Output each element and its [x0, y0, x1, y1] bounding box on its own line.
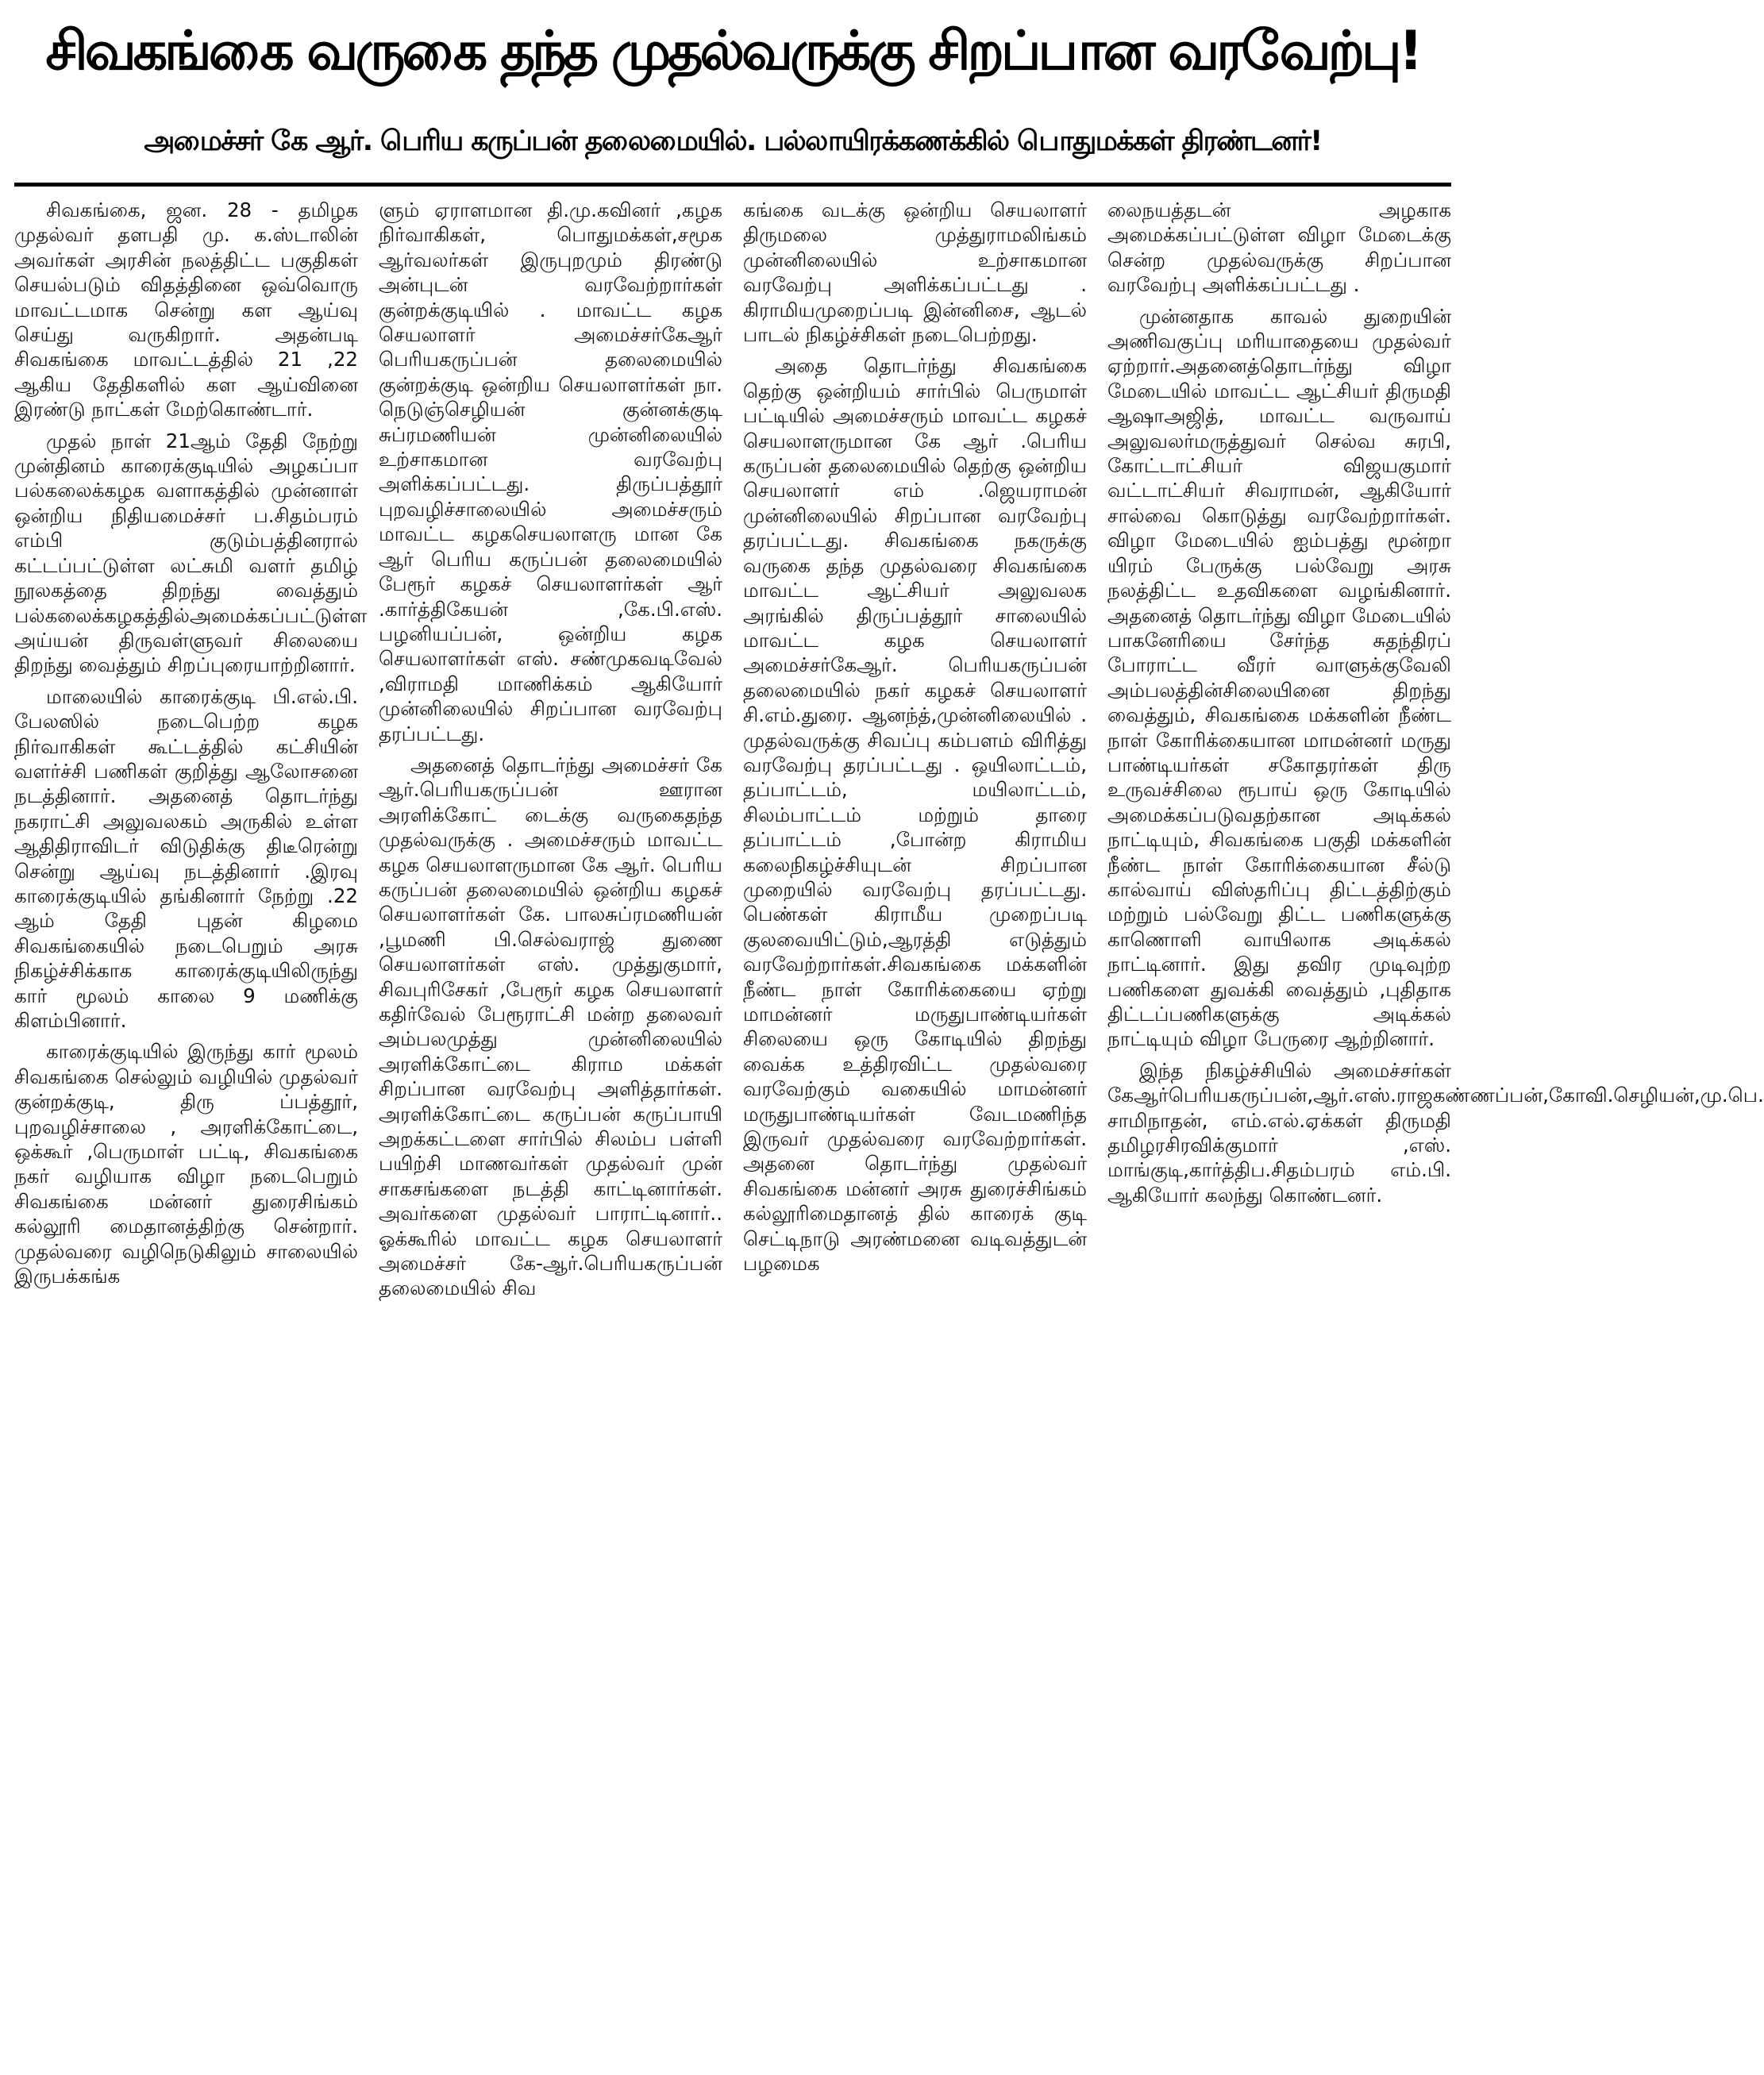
- article-paragraph: மாலையில் காரைக்குடி பி.எல்.பி. பேலஸில் நடைபெற்ற கழக நிர்வாகிகள் கூட்டத்தில் கட்சியின் வளர்ச்சி பணிகள் குறித்து ஆலோசனை நடத்தினார். அதனைத் தொடர்ந்து நகராட்சி அலுவலகம் அருகில் உள்ள ஆதிதிராவிடர் விடுதிக்கு திடீரென்று சென்று ஆய்வு நடத்தினார் .இரவு காரைக்குடியில் தங்கினார் நேற்று .22 ஆம் தேதி புதன் கிழமை சிவகங்கையில் நடைபெறும் அரசு நிகழ்ச்சிக்காக காரைக்குடியிலிருந்து கார் மூலம் காலை 9 மணிக்கு கிளம்பினார்.: [14, 684, 358, 1032]
- article-paragraph: அதனைத் தொடர்ந்து அமைச்சர் கே ஆர்.பெரியகருப்பன் ஊரான அரளிக்கோட் டைக்கு வருகைதந்த முதல்வருக்கு . அமைச்சரும் மாவட்ட கழக செயலாளருமான கே ஆர். பெரிய கருப்பன் தலைமையில் ஒன்றிய கழகச் செயலாளர்கள் கே. பாலசுப்ரமணியன் ,பூமணி பி.செல்வராஜ் துணை செயலாளர்கள் எஸ். முத்துகுமார், சிவபுரிசேகர் ,பேரூர் கழக செயலாளர் கதிர்வேல் பேரூராட்சி மன்ற தலைவர் அம்பலமுத்து முன்னிலையில் அரளிக்கோட்டை கிராம மக்கள் சிறப்பான வரவேற்பு அளித்தார்கள். அரளிக்கோட்டை கருப்பன் கருப்பாயி அறக்கட்டளை சார்பில் சிலம்ப பள்ளி பயிற்சி மாணவர்கள் முதல்வர் முன் சாகசங்களை நடத்தி காட்டினார்கள். அவர்களை முதல்வர் பாராட்டினார்.. ஓக்கூரில் மாவட்ட கழக செயலாளர் அமைச்சர் கே-ஆர்.பெரியகருப்பன் தலைமையில் சிவ: [379, 753, 722, 1300]
- article-paragraph: லைநயத்தடன் அழகாக அமைக்கப்பட்டுள்ள விழா மேடைக்கு சென்ற முதல்வருக்கு சிறப்பான வரவேற்பு அளிக்கப்பட்டது .: [1107, 198, 1451, 297]
- article-paragraph: இந்த நிகழ்ச்சியில் அமைச்சர்கள் கேஆர்பெரியகருப்பன்,ஆர்.எஸ்.ராஜகண்ணப்பன்,கோவி.செழியன்,மு.பெ. சாமிநாதன், எம்.எல்.ஏக்கள் திருமதி தமிழரசிரவிக்குமார் ,எஸ். மாங்குடி,கார்த்திப.சிதம்பரம் எம்.பி. ஆகியோர் கலந்து கொண்டனர்.: [1107, 1058, 1764, 1207]
- article-body: [14, 198, 1764, 2065]
- divider: [14, 183, 1451, 187]
- article-column-3: [743, 198, 1087, 2065]
- article-paragraph: அதை தொடர்ந்து சிவகங்கை தெற்கு ஒன்றியம் சார்பில் பெருமாள் பட்டியில் அமைச்சரும் மாவட்ட கழகச் செயலாளருமான கே ஆர் .பெரிய கருப்பன் தலைமையில் தெற்கு ஒன்றிய செயலாளர் எம் .ஜெயராமன் முன்னிலையில் சிறப்பான வரவேற்பு தரப்பட்டது. சிவகங்கை நகருக்கு வருகை தந்த முதல்வரை சிவகங்கை மாவட்ட ஆட்சியர் அலுவலக அரங்கில் திருப்பத்தூர் சாலையில் மாவட்ட கழக செயலாளர் அமைச்சர்கேஆர். பெரியகருப்பன் தலைமையில் நகர் கழகச் செயலாளர் சி.எம்.துரை. ஆனந்த்,முன்னிலையில் . முதல்வருக்கு சிவப்பு கம்பளம் விரித்து வரவேற்பு தரப்பட்டது . ஒயிலாட்டம், தப்பாட்டம், மயிலாட்டம், சிலம்பாட்டம் மற்றும் தாரை தப்பாட்டம் ,போன்ற கிராமிய கலைநிகழ்ச்சியுடன் சிறப்பான முறையில் வரவேற்பு தரப்பட்டது. பெண்கள் கிராமீய முறைப்படி குலவையிட்டும்,ஆரத்தி எடுத்தும் வரவேற்றார்கள்.சிவகங்கை மக்களின் நீண்ட நாள் கோரிக்கையை ஏற்று மாமன்னர் மருதுபாண்டியர்கள் சிலையை ஒரு கோடியில் திறந்து வைக்க உத்திரவிட்ட முதல்வரை வரவேற்கும் வகையில் மாமன்னர் மருதுபாண்டியர்கள் வேடமணிந்த இருவர் முதல்வரை வரவேற்றார்கள். அதனை தொடர்ந்து முதல்வர் சிவகங்கை மன்னர் அரசு துரைச்சிங்கம் கல்லூரிமைதானத் தில் காரைக் குடி செட்டிநாடு அரண்மனை வடிவத்துடன் பழமைக: [743, 354, 1087, 1276]
- article-paragraph: முதல் நாள் 21ஆம் தேதி நேற்று முன்தினம் காரைக்குடியில் அழகப்பா பல்கலைக்கழக வளாகத்தில் முன்னாள் ஒன்றிய நிதியமைச்சர் ப.சிதம்பரம் எம்பி குடும்பத்தினரால் கட்டப்பட்டுள்ள லட்சுமி வளர் தமிழ் நூலகத்தை திறந்து வைத்தும் பல்கலைக்கழகத்தில்அமைக்கப்பட்டுள்ள அய்யன் திருவள்ளுவர் சிலையை திறந்து வைத்தும் சிறப்புரையாற்றினார்.: [14, 429, 368, 677]
- article-paragraph: ளும் ஏராளமான தி.மு.கவினர் ,கழக நிர்வாகிகள், பொதுமக்கள்,சமூக ஆர்வலர்கள் இருபுறமும் திரண்டு அன்புடன் வரவேற்றார்கள் குன்றக்குடியில் . மாவட்ட கழக செயலாளர் அமைச்சர்கேஆர் பெரியகருப்பன் தலைமையில் குன்றக்குடி ஒன்றிய செயலாளர்கள் நா. நெடுஞ்செழியன் குன்னக்குடி சுப்ரமணியன் முன்னிலையில் உற்சாகமான வரவேற்பு அளிக்கப்பட்டது. திருப்பத்தூர் புறவழிச்சாலையில் அமைச்சரும் மாவட்ட கழகசெயலாளரு மான கே ஆர் பெரிய கருப்பன் தலைமையில் பேரூர் கழகச் செயலாளர்கள் ஆர் .கார்த்திகேயன் ,கே.பி.எஸ். பழனியப்பன், ஒன்றிய கழக செயலாளர்கள் எஸ். சண்முகவடிவேல் ,விராமதி மாணிக்கம் ஆகியோர் முன்னிலையில் சிறப்பான வரவேற்பு தரப்பட்டது.: [379, 198, 722, 745]
- article-paragraph: முன்னதாக காவல் துறையின் அணிவகுப்பு மரியாதையை முதல்வர் ஏற்றார்.அதனைத்தொடர்ந்து விழா மேடையில் மாவட்ட ஆட்சியர் திருமதி ஆஷாஅஜித், மாவட்ட வருவாய் அலுவலர்மருத்துவர் செல்வ சுரபி, கோட்டாட்சியர் விஜயகுமார் வட்டாட்சியர் சிவராமன், ஆகியோர் சால்வை கொடுத்து வரவேற்றார்கள். விழா மேடையில் ஐம்பத்து மூன்றா யிரம் பேருக்கு பல்வேறு அரசு நலத்திட்ட உதவிகளை வழங்கினார். அதனைத் தொடர்ந்து விழா மேடையில் பாகனேரியை சேர்ந்த சுதந்திரப் போராட்ட வீரர் வாளுக்குவேலி அம்பலத்தின்சிலையினை திறந்து வைத்தும், சிவகங்கை மக்களின் நீண்ட நாள் கோரிக்கையான மாமன்னர் மருது பாண்டியர்கள் சகோதரர்கள் திரு உருவச்சிலை ரூபாய் ஒரு கோடியில் அமைக்கப்படுவதற்கான அடிக்கல் நாட்டியும், சிவகங்கை பகுதி மக்களின் நீண்ட நாள் கோரிக்கையான சீல்டு கால்வாய் விஸ்தரிப்பு திட்டத்திற்கும் மற்றும் பல்வேறு திட்ட பணிகளுக்கு காணொளி வாயிலாக அடிக்கல் நாட்டினார். இது தவிர முடிவுற்ற பணிகளை துவக்கி வைத்தும் ,புதிதாக திட்டப்பணிகளுக்கு அடிக்கல் நாட்டியும் விழா பேருரை ஆற்றினார்.: [1107, 304, 1451, 1051]
- article-paragraph: கங்கை வடக்கு ஒன்றிய செயலாளர் திருமலை முத்துராமலிங்கம் முன்னிலையில் உற்சாகமான வரவேற்பு அளிக்கப்பட்டது . கிராமியமுறைப்படி இன்னிசை, ஆடல் பாடல் நிகழ்ச்சிகள் நடைபெற்றது.: [743, 198, 1087, 347]
- article-paragraph: காரைக்குடியில் இருந்து கார் மூலம் சிவகங்கை செல்லும் வழியில் முதல்வர் குன்றக்குடி, திரு ப்பத்தூர், புறவழிச்சாலை , அரளிக்கோட்டை, ஒக்கூர் ,பெருமாள் பட்டி, சிவகங்கை நகர் வழியாக விழா நடைபெறும் சிவகங்கை மன்னர் துரைசிங்கம் கல்லூரி மைதானத்திற்கு சென்றார். முதல்வரை வழிநெடுகிலும் சாலையில் இருபக்கங்க: [14, 1040, 358, 1288]
- headline: சிவகங்கை வருகை தந்த முதல்வருக்கு சிறப்பான வரவேற்பு!: [45, 20, 1420, 83]
- article-column-1: [14, 198, 368, 2065]
- article-column-4: [1107, 198, 1764, 2065]
- subheadline: அமைச்சர் கே ஆர். பெரிய கருப்பன் தலைமையில். பல்லாயிரக்கணக்கில் பொதுமக்கள் திரண்டனர்!: [144, 125, 1322, 157]
- article-column-2: [379, 198, 722, 2065]
- article-paragraph: சிவகங்கை, ஜன. 28 - தமிழக முதல்வர் தளபதி மு. க.ஸ்டாலின் அவர்கள் அரசின் நலத்திட்ட பகுதிகள் செயல்படும் விதத்தினை ஒவ்வொரு மாவட்டமாக சென்று கள ஆய்வு செய்து வருகிறார். அதன்படி சிவகங்கை மாவட்டத்தில் 21 ,22 ஆகிய தேதிகளில் கள ஆய்வினை இரண்டு நாட்கள் மேற்கொண்டார்.: [14, 198, 358, 422]
